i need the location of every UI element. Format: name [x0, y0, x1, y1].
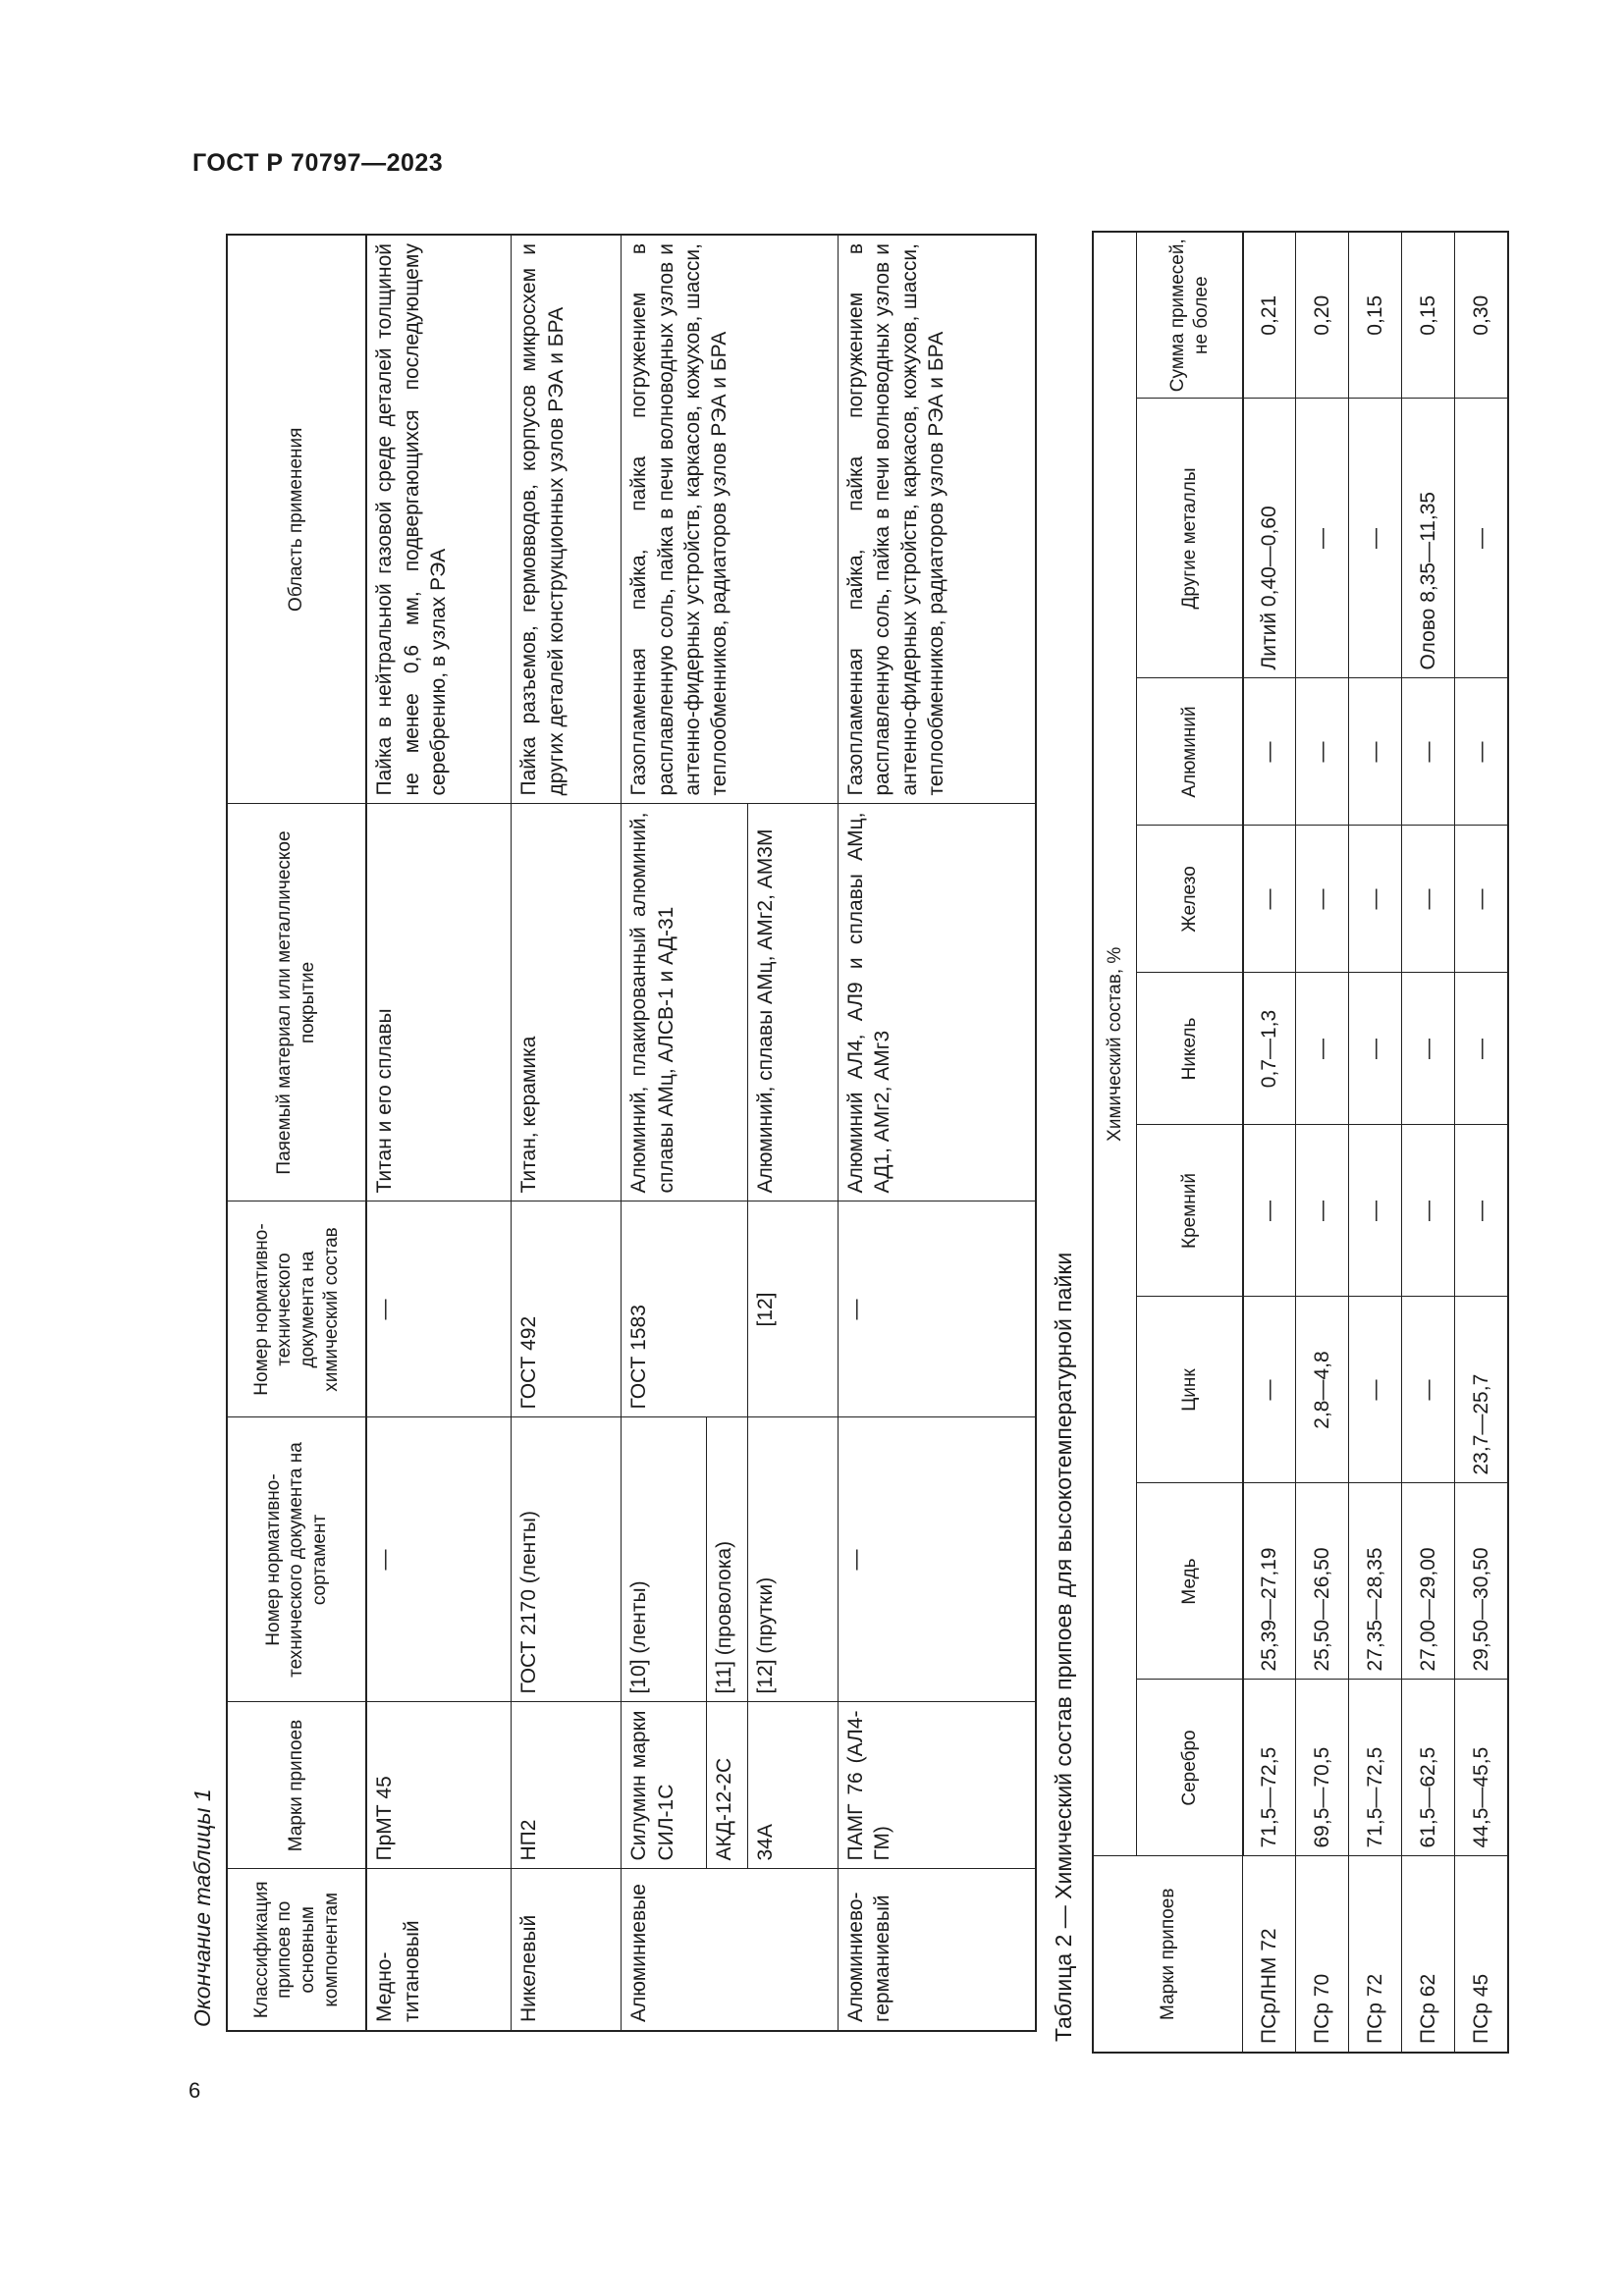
- t2-header-aluminum: Алюминий: [1137, 678, 1243, 826]
- table-row: [1243, 232, 1296, 2053]
- t1-mark: АКД-12-2С: [706, 1702, 748, 1869]
- t2-other: Литий 0,40—0,60: [1243, 399, 1296, 678]
- t1-assortment: —: [839, 1417, 1036, 1702]
- t1-header-chem-doc: Номер нормативно-технического документа на химический состав: [227, 1201, 366, 1417]
- t1-application: Газопламенная пайка, пайка погружением в расплавленную соль, пайка в печи волноводных узлов и антенно-фидерных устройств, каркасов, кожухов, шасси, теплообменников, радиаторов узлов РЭА и БРА: [839, 235, 1036, 804]
- t1-application: Пайка разъемов, гермовводов, корпусов микросхем и других деталей конструкционных узлов РЭА и БРА: [512, 235, 622, 804]
- t2-header-silicon: Кремний: [1137, 1125, 1243, 1297]
- t2-silicon: —: [1349, 1125, 1402, 1297]
- t2-iron: —: [1349, 826, 1402, 973]
- t1-chem: ГОСТ 1583: [622, 1201, 748, 1417]
- t2-header-copper: Медь: [1137, 1483, 1243, 1680]
- t1-header-classification: Классификация припоев по основным компонентам: [227, 1869, 366, 2031]
- t1-classification: Никелевый: [512, 1869, 622, 2031]
- table-row: [1455, 232, 1508, 2053]
- t2-aluminum: —: [1455, 678, 1508, 826]
- t1-chem: ГОСТ 492: [512, 1201, 622, 1417]
- t1-material: Алюминий, плакированный алюминий, сплавы АМц, АЛСВ-1 и АД-31: [622, 804, 748, 1201]
- t2-nickel: 0,7—1,3: [1243, 973, 1296, 1125]
- table2-title: Таблица 2 — Химический состав припоев для высокотемпературной пайки: [1051, 1252, 1076, 2042]
- t1-mark: НП2: [512, 1702, 622, 1869]
- t1-mark: Силумин марки СИЛ-1С: [622, 1702, 706, 1869]
- t2-silicon: —: [1455, 1125, 1508, 1297]
- t1-classification: Медно-титановый: [366, 1869, 512, 2031]
- document-header: ГОСТ Р 70797—2023: [192, 149, 444, 177]
- t2-zinc: —: [1243, 1297, 1296, 1483]
- t2-zinc: —: [1402, 1297, 1455, 1483]
- t1-application: Пайка в нейтральной газовой среде деталей толщиной не менее 0,6 мм, подвергающихся последующему серебрению, в узлах РЭА: [366, 235, 512, 804]
- t2-zinc: 23,7—25,7: [1455, 1297, 1508, 1483]
- table-row: [1402, 232, 1455, 2053]
- t2-header-marks: Марки припоев: [1093, 1856, 1243, 2053]
- t1-mark: ПАМГ 76 (АЛ4-ГМ): [839, 1702, 1036, 1869]
- table1-container: [226, 234, 1037, 2032]
- t2-header-nickel: Никель: [1137, 973, 1243, 1125]
- t1-material: Титан, керамика: [512, 804, 622, 1201]
- table1: [226, 234, 1037, 2032]
- table-row: [1349, 232, 1402, 2053]
- t2-copper: 29,50—30,50: [1455, 1483, 1508, 1680]
- t1-assortment: [12] (прутки): [748, 1417, 839, 1702]
- t1-mark: ПрМТ 45: [366, 1702, 512, 1869]
- t1-material: Алюминий АЛ4, АЛ9 и сплавы АМц, АД1, АМг2, АМг3: [839, 804, 1036, 1201]
- t2-impurities: 0,21: [1243, 232, 1296, 399]
- page-number: 6: [189, 2078, 201, 2103]
- t2-other: —: [1455, 399, 1508, 678]
- t2-silicon: —: [1402, 1125, 1455, 1297]
- t2-impurities: 0,15: [1402, 232, 1455, 399]
- t2-iron: —: [1243, 826, 1296, 973]
- t1-classification: Алюминиевые: [622, 1869, 839, 2031]
- t2-header-chem-group: Химический состав, %: [1093, 232, 1137, 1856]
- t1-header-assortment: Номер нормативно-технического документа на сортамент: [227, 1417, 366, 1702]
- table-row: [512, 235, 622, 2031]
- t2-silver: 69,5—70,5: [1296, 1680, 1349, 1856]
- table1-caption: Окончание таблицы 1: [189, 1789, 215, 2027]
- t2-zinc: —: [1349, 1297, 1402, 1483]
- t2-mark: ПСр 72: [1349, 1856, 1402, 2053]
- table-row: [1296, 232, 1349, 2053]
- t1-header-marks: Марки припоев: [227, 1702, 366, 1869]
- t2-header-impurities: Сумма примесей, не более: [1137, 232, 1243, 399]
- t2-other: Олово 8,35—11,35: [1402, 399, 1455, 678]
- table2: [1092, 231, 1509, 2054]
- t2-nickel: —: [1402, 973, 1455, 1125]
- t2-copper: 25,50—26,50: [1296, 1483, 1349, 1680]
- t2-silver: 44,5—45,5: [1455, 1680, 1508, 1856]
- t2-header-zinc: Цинк: [1137, 1297, 1243, 1483]
- t1-chem: [12]: [748, 1201, 839, 1417]
- t1-header-material: Паяемый материал или металлическое покрытие: [227, 804, 366, 1201]
- t1-assortment: [10] (ленты): [622, 1417, 706, 1702]
- t2-other: —: [1296, 399, 1349, 678]
- table-row: [839, 235, 1036, 2031]
- t2-mark: ПСр 45: [1455, 1856, 1508, 2053]
- t1-material: Алюминий, сплавы АМц, АМг2, АМ3М: [748, 804, 839, 1201]
- t1-assortment: —: [366, 1417, 512, 1702]
- t1-header-application: Область применения: [227, 235, 366, 804]
- t2-nickel: —: [1296, 973, 1349, 1125]
- table2-container: [1092, 231, 1509, 2054]
- t2-other: —: [1349, 399, 1402, 678]
- t2-silicon: —: [1296, 1125, 1349, 1297]
- t2-iron: —: [1402, 826, 1455, 973]
- t2-header-iron: Железо: [1137, 826, 1243, 973]
- t1-chem: —: [366, 1201, 512, 1417]
- t2-mark: ПСр 62: [1402, 1856, 1455, 2053]
- t2-silver: 61,5—62,5: [1402, 1680, 1455, 1856]
- t1-chem: —: [839, 1201, 1036, 1417]
- t2-zinc: 2,8—4,8: [1296, 1297, 1349, 1483]
- t2-copper: 27,00—29,00: [1402, 1483, 1455, 1680]
- table-row: [622, 235, 706, 2031]
- t1-assortment: [11] (проволока): [706, 1417, 748, 1702]
- t2-header-other: Другие металлы: [1137, 399, 1243, 678]
- t2-silver: 71,5—72,5: [1243, 1680, 1296, 1856]
- t2-silicon: —: [1243, 1125, 1296, 1297]
- t2-impurities: 0,30: [1455, 232, 1508, 399]
- t1-mark: 34А: [748, 1702, 839, 1869]
- t1-classification: Алюминиево-германиевый: [839, 1869, 1036, 2031]
- t2-iron: —: [1296, 826, 1349, 973]
- t2-iron: —: [1455, 826, 1508, 973]
- t2-aluminum: —: [1402, 678, 1455, 826]
- t2-copper: 27,35—28,35: [1349, 1483, 1402, 1680]
- t2-mark: ПСрЛНМ 72: [1243, 1856, 1296, 2053]
- t1-material: Титан и его сплавы: [366, 804, 512, 1201]
- t2-header-silver: Серебро: [1137, 1680, 1243, 1856]
- t2-nickel: —: [1455, 973, 1508, 1125]
- t2-nickel: —: [1349, 973, 1402, 1125]
- t1-application: Газопламенная пайка, пайка погружением в расплавленную соль, пайка в печи волноводных узлов и антенно-фидерных устройств, каркасов, кожухов, шасси, теплообменников, радиаторов узлов РЭА и БРА: [622, 235, 839, 804]
- t2-impurities: 0,20: [1296, 232, 1349, 399]
- t2-silver: 71,5—72,5: [1349, 1680, 1402, 1856]
- table-row: [366, 235, 512, 2031]
- t2-copper: 25,39—27,19: [1243, 1483, 1296, 1680]
- t1-assortment: ГОСТ 2170 (ленты): [512, 1417, 622, 1702]
- t2-impurities: 0,15: [1349, 232, 1402, 399]
- t2-mark: ПСр 70: [1296, 1856, 1349, 2053]
- t2-aluminum: —: [1349, 678, 1402, 826]
- t2-aluminum: —: [1296, 678, 1349, 826]
- t2-aluminum: —: [1243, 678, 1296, 826]
